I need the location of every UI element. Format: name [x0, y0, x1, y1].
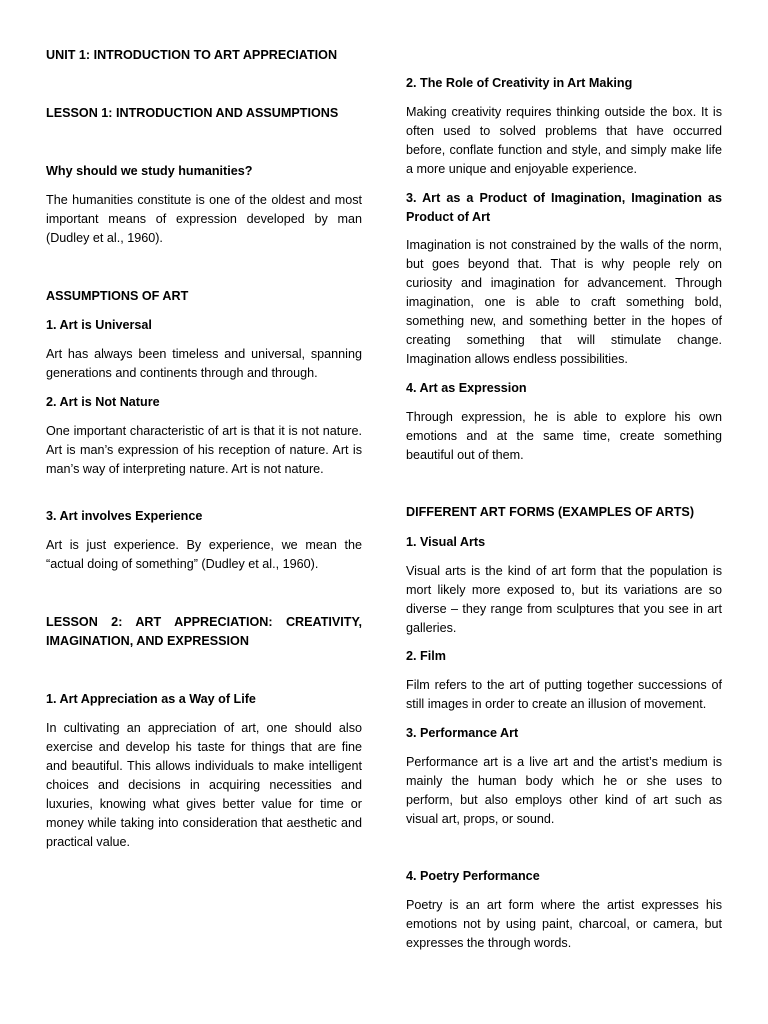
visual-arts-heading: 1. Visual Arts — [406, 535, 486, 549]
expression-heading: 4. Art as Expression — [406, 381, 527, 395]
creativity-heading: 2. The Role of Creativity in Art Making — [406, 76, 633, 90]
lesson2-title: LESSON 2: ART APPRECIATION: CREATIVITY, IMAGINATION, AND EXPRESSION — [46, 615, 362, 648]
poetry-heading: 4. Poetry Performance — [406, 869, 540, 883]
creativity-text: Making creativity requires thinking outside the box. It is often used to solved problems that have occurred before, conflate function and style, and simply make life a more unique and enjoyable experience. — [406, 105, 722, 176]
poetry-text: Poetry is an art form where the artist expresses his emotions not by using paint, charcoal, or camera, but expresses the through words. — [406, 898, 722, 950]
experience-heading: 3. Art involves Experience — [46, 509, 203, 523]
way-of-life-text: In cultivating an appreciation of art, one should also exercise and develop his taste for things that are fine and beautiful. This allows individuals to make intelligent choices and decisions in acquiring necessities and luxuries, knowing what gives better value for time or money while taking into consideration that aesthetic and practical value. — [46, 721, 362, 849]
assumptions-heading: ASSUMPTIONS OF ART — [46, 289, 189, 303]
lesson1-title: LESSON 1: INTRODUCTION AND ASSUMPTIONS — [46, 106, 339, 120]
why-text: The humanities constitute is one of the oldest and most important means of expression developed by man (Dudley et al., 1960). — [46, 193, 362, 245]
not-nature-text: One important characteristic of art is that it is not nature. Art is man’s expression of his reception of nature. Art is man’s way of interpreting nature. Art is not nature. — [46, 424, 362, 476]
performance-heading: 3. Performance Art — [406, 726, 519, 740]
universal-text: Art has always been timeless and universal, spanning generations and continents through and through. — [46, 347, 362, 380]
why-heading: Why should we study humanities? — [46, 164, 253, 178]
universal-heading: 1. Art is Universal — [46, 318, 152, 332]
visual-arts-text: Visual arts is the kind of art form that the population is mort likely more exposed to, but its variations are so diverse – they range from sculptures that you see in art galleries. — [406, 564, 722, 635]
way-of-life-heading: 1. Art Appreciation as a Way of Life — [46, 692, 256, 706]
imagination-heading: 3. Art as a Product of Imagination, Imagination as Product of Art — [406, 191, 722, 224]
imagination-text: Imagination is not constrained by the walls of the norm, but goes beyond that. That is why people rely on curiosity and imagination for advancement. Through imagination, one is able to craft something bold, something new, and something better in the hopes of creating something that will stimulate change. Imagination allows endless possibilities. — [406, 238, 722, 366]
film-heading: 2. Film — [406, 649, 446, 663]
performance-text: Performance art is a live art and the artist’s medium is mainly the human body which he or she uses to perform, but also employs other kind of art such as visual art, props, or sound. — [406, 755, 722, 826]
unit-title: UNIT 1: INTRODUCTION TO ART APPRECIATION — [46, 48, 338, 62]
film-text: Film refers to the art of putting together successions of still images in order to create an illusion of movement. — [406, 678, 722, 711]
experience-text: Art is just experience. By experience, we mean the “actual doing of something” (Dudley et al., 1960). — [46, 538, 362, 571]
not-nature-heading: 2. Art is Not Nature — [46, 395, 160, 409]
expression-text: Through expression, he is able to explore his own emotions and at the same time, create something beautiful out of them. — [406, 410, 722, 462]
art-forms-heading: DIFFERENT ART FORMS (EXAMPLES OF ARTS) — [406, 505, 695, 519]
